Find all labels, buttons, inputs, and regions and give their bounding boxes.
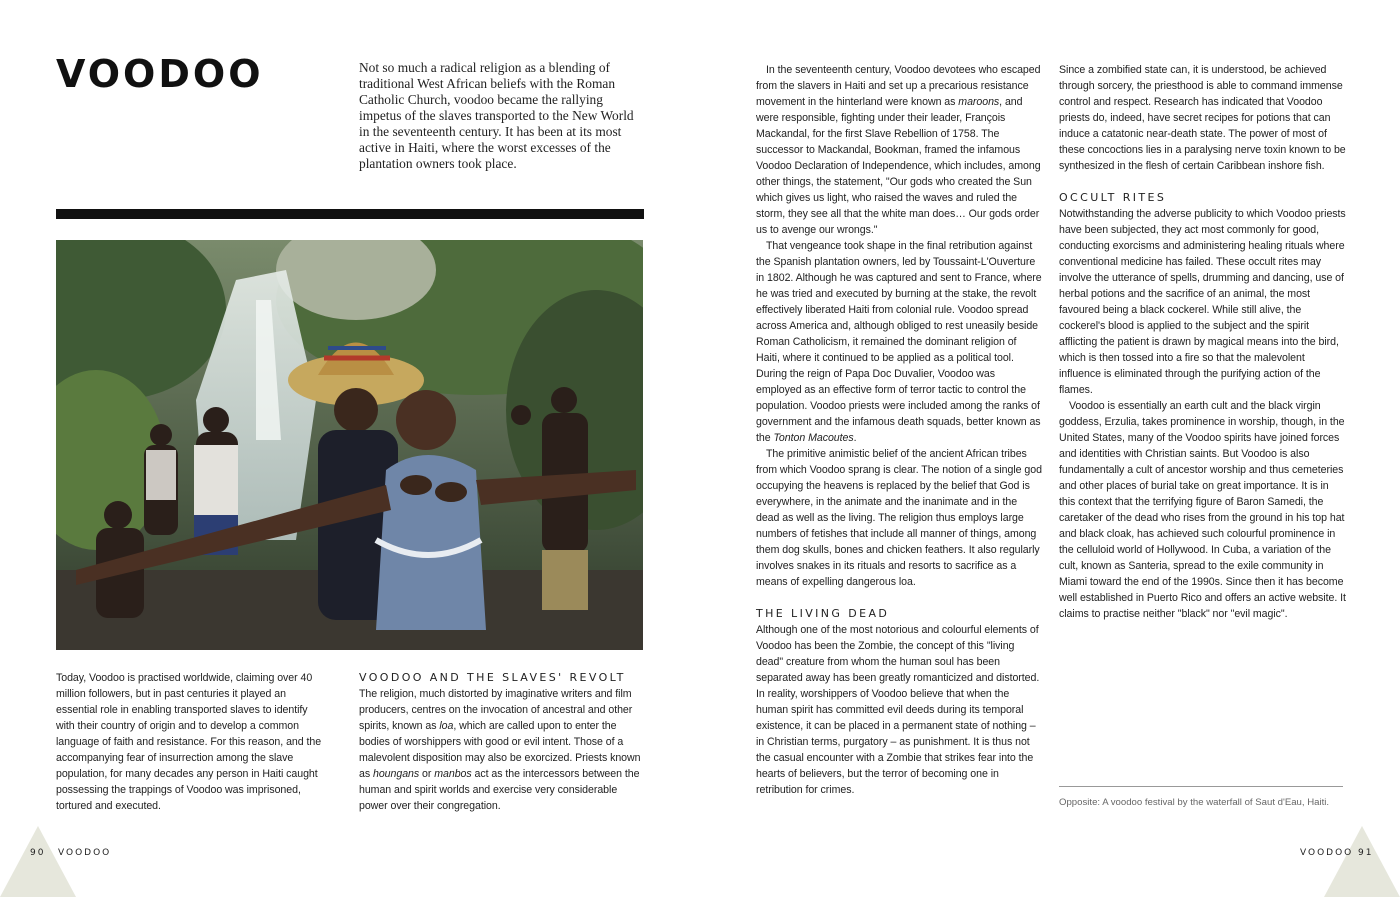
paragraph: Although one of the most notorious and colourful elements of Voodoo has been the Zombie, the concept of this "living dead" creature from whom the human soul has been separated away has been greatly romanticized and distorted. In reality, worshippers of Voodoo believe that when the human spirit has committed evil deeds during its temporal existence, it can be placed in a permanent state of nothing – in Christian terms, purgatory – as punishment. It is thus not the casual encounter with a Zombie that strikes fear into the hearts of believers, but the terror of becoming one in retribution for crimes. [756,624,1040,796]
page-title: VOODOO [56,52,264,96]
page-number-left: 90 [30,848,46,858]
italic-term: manbos [434,768,472,780]
caption-rule [1059,786,1343,787]
right-column-2 [1059,62,1347,622]
paragraph: Since a zombified state can, it is understood, be achieved through sorcery, the priesthood is able to command immense control and respect. Research has indicated that Voodoo priests do, indeed, have secret recipes for potions that can induce a catatonic near-death state. The power of most of these concoctions lies in a paralysing nerve toxin known to be synthesized in the flesh of certain Caribbean inshore fish. [1059,64,1346,172]
paragraph: The primitive animistic belief of the ancient African tribes from which Voodoo sprang is clear. The notion of a single god occupying the heavens is replaced by the belief that God is everywhere, in the animate and the inanimate and in the dead as well as the living. The religion thus employs large numbers of fetishes that include all manner of things, among them dog skulls, bones and chicken feathers. It also regularly involves snakes in its rituals and resorts to sacrifice as a means of expelling dangerous loa. [756,448,1042,588]
italic-term: maroons [958,96,1000,108]
heading-rule [56,209,644,219]
text-run: In the seventeenth century, Voodoo devotees who escaped from the slavers in Haiti and set up a precarious resistance movement in the hinterland were known as [756,64,1041,108]
italic-term: Tonton Macoutes [773,432,854,444]
paragraph: Voodoo is essentially an earth cult and the black virgin goddess, Erzulia, takes prominence in worship, though, in the United States, many of the Voodoo spirits have joined forces and identities with Christian saints. But Voodoo is also fundamentally a cult of ancestor worship and thus cemeteries and other places of burial take on great importance. It is in this context that the terrifying figure of Baron Samedi, the caretaker of the dead who rises from the ground in his top hat and black cloak, has achieved such colourful prominence in the celluloid world of Hollywood. In Cuba, a variation of the cult, known as Santeria, spread to the exile community in Miami toward the end of the 1990s. Since then it has become well established in Puerto Rico and offers an active website. It claims to practise neither "black" nor "evil magic". [1059,400,1346,620]
paragraph: Today, Voodoo is practised worldwide, claiming over 40 million followers, but in past centuries it played an essential role in enabling transported slaves to identify with their country of origin and to develop a common language of faith and resistance. For this reason, and the accompanying fear of insurrection among the slave population, for many decades any person in Haiti caught possessing the trappings of Voodoo was imprisoned, tortured and executed. [56,672,322,812]
left-corner-triangle-icon [0,826,76,897]
text-run: . [853,432,857,444]
photo-caption: Opposite: A voodoo festival by the waterfall of Saut d'Eau, Haiti. [1059,797,1330,808]
text-run: , and were responsible, fighting under their leader, François Mackandal, for the first Slave Rebellion of 1758. The successor to Mackandal, Bookman, framed the infamous Voodoo Declaration of Independence, which includes, among other things, the statement, "Our gods who created the Sun which gives us light, who raised the waves and ruled the storm, they see all that the white man does… Our gods order us to avenge our wrongs." [756,96,1041,236]
voodoo-festival-photo [56,240,643,650]
text-run: That vengeance took shape in the final retribution against the Spanish plantation owners, led by Toussaint-L'Ouverture in 1802. Although he was captured and sent to France, where he was tried and executed by burning at the stake, the revolt effectively liberated Haiti from colonial rule. Voodoo spread across America and, although obliged to rest uneasily beside Roman Catholicism, it remained the dominant religion of Haiti, where it continued to be applied as a political tool. During the reign of Papa Doc Duvalier, Voodoo was employed as an effective form of terror tactic to control the population. Voodoo priests were included among the ranks of government and the infamous death squads, better known as the [756,240,1042,444]
text-run: act as the intercessors between the human and spirit worlds and exercise very considerable power over their congregation. [359,768,640,812]
paragraph: Notwithstanding the adverse publicity to which Voodoo priests have been subjected, they act most commonly for good, conducting exorcisms and administering healing rituals where conventional medicine has failed. These occult rites may involve the utterance of spells, drumming and dancing, use of herbal potions and the sacrifice of an animal, the most favoured being a black cockerel. While still alive, the cockerel's blood is applied to the subject and the spirit afflicting the patient is drawn by magical means into the bird, which is then tossed into a fire so that the malevolent influence is eliminated through the purifying action of the flames. [1059,208,1346,396]
section-heading-living-dead: THE LIVING DEAD [756,607,890,620]
italic-term: houngans [372,768,420,780]
spacer [1059,174,1347,190]
paragraph [359,686,644,814]
paragraph [756,238,1042,446]
running-head-left: VOODOO [58,848,112,858]
section-heading-slaves-revolt: VOODOO AND THE SLAVES' REVOLT [359,671,626,684]
right-column-1 [756,62,1042,798]
left-column-2 [359,670,644,814]
page-number-right: 91 [1358,848,1374,858]
running-head-right: VOODOO [1300,848,1354,858]
intro-paragraph: Not so much a radical religion as a blending of traditional West African beliefs with the Roman Catholic Church, voodoo became the rallying impetus of the slaves transported to the New World in the seventeenth century. It has been at its most active in Haiti, where the worst excesses of the plantation owners took place. [359,60,634,171]
italic-term: loa [439,720,454,732]
text-run: , which are called upon to enter the bodies of worshippers with good or evil intent. Those of a malevolent disposition may also be exorcized. Priests known as [359,720,641,780]
text-run: or [419,768,435,780]
paragraph [756,62,1042,238]
section-heading-occult-rites: OCCULT RITES [1059,191,1167,204]
spacer [756,590,1042,606]
right-corner-triangle-icon [1324,826,1400,897]
left-column-1 [56,670,326,814]
text-run: The religion, much distorted by imaginative writers and film producers, centres on the invocation of ancestral and other spirits, known as [359,688,633,732]
